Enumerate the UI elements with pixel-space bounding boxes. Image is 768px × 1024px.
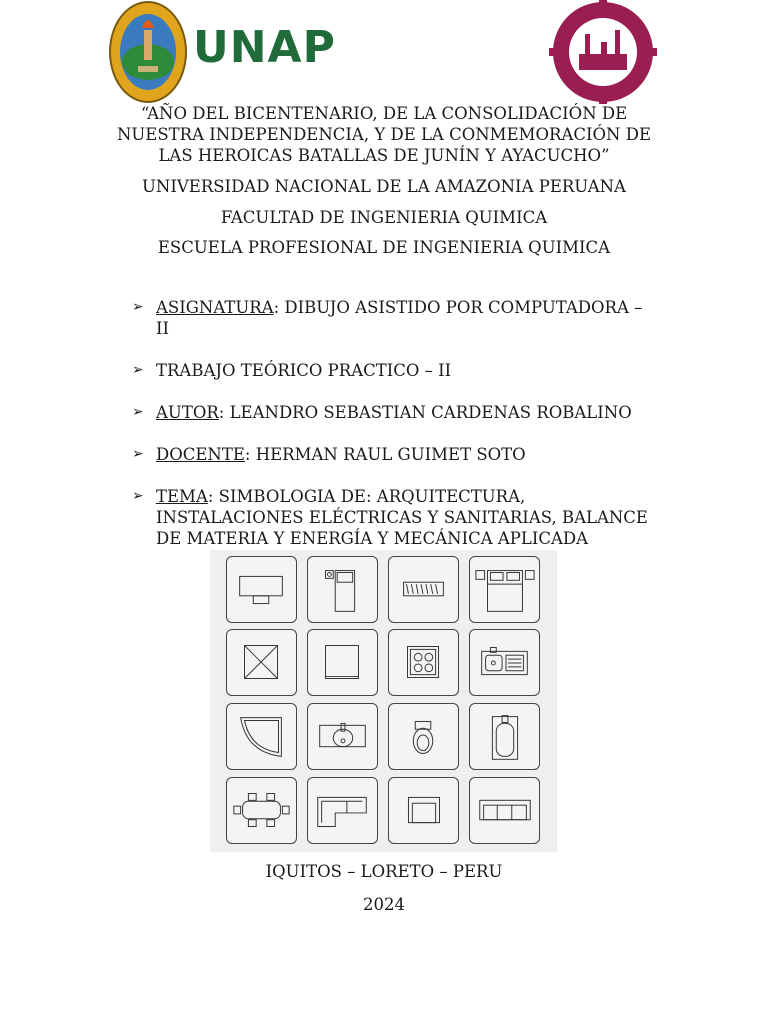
single-bed-icon bbox=[307, 556, 378, 623]
cover-details-list bbox=[132, 297, 652, 570]
asignatura-value: : DIBUJO ASISTIDO POR COMPUTADORA – II bbox=[156, 298, 643, 338]
arrow-bullet-icon: ➢ bbox=[132, 488, 144, 504]
double-bed-icon bbox=[469, 556, 540, 623]
school-name: ESCUELA PROFESIONAL DE INGENIERIA QUIMICA bbox=[157, 238, 611, 257]
asignatura-label: ASIGNATURA bbox=[156, 298, 274, 317]
list-item-autor bbox=[132, 402, 652, 423]
arrow-bullet-icon: ➢ bbox=[132, 446, 144, 462]
kitchen-sink-icon bbox=[469, 629, 540, 696]
architectural-symbols-image bbox=[210, 550, 557, 852]
dining-table-icon bbox=[226, 777, 297, 844]
arrow-bullet-icon: ➢ bbox=[132, 404, 144, 420]
autor-value: : LEANDRO SEBASTIAN CARDENAS ROBALINO bbox=[218, 403, 632, 422]
square-tile-icon bbox=[307, 629, 378, 696]
washbasin-icon bbox=[307, 703, 378, 770]
cooktop-icon bbox=[388, 629, 459, 696]
unap-seal-logo bbox=[108, 0, 188, 104]
sofa-icon bbox=[469, 777, 540, 844]
autor-label: AUTOR bbox=[156, 403, 219, 422]
docente-label: DOCENTE bbox=[156, 445, 245, 464]
corner-tub-icon bbox=[226, 703, 297, 770]
arrow-bullet-icon: ➢ bbox=[132, 362, 144, 378]
faculty-seal-logo bbox=[547, 0, 659, 104]
toilet-icon bbox=[388, 703, 459, 770]
tema-value: : SIMBOLOGIA DE: ARQUITECTURA, INSTALACIONES ELÉCTRICAS Y SANITARIAS, BALANCE DE MATERIA Y ENERGÍA Y MECÁNICA APLICADA bbox=[156, 487, 648, 548]
university-name: UNIVERSIDAD NACIONAL DE LA AMAZONIA PERUANA bbox=[142, 177, 626, 196]
tema-label: TEMA bbox=[156, 487, 208, 506]
list-item-asignatura bbox=[132, 297, 652, 339]
faculty-name: FACULTAD DE INGENIERIA QUIMICA bbox=[220, 208, 548, 227]
trabajo-value: TRABAJO TEÓRICO PRACTICO – II bbox=[156, 361, 452, 380]
armchair-icon bbox=[388, 777, 459, 844]
unap-wordmark: UNAP bbox=[193, 22, 336, 73]
shower-tray-icon bbox=[226, 629, 297, 696]
bathtub-icon bbox=[469, 703, 540, 770]
year-motto: “AÑO DEL BICENTENARIO, DE LA CONSOLIDACIÓN DE NUESTRA INDEPENDENCIA, Y DE LA CONMEMORACIÓN DE LAS HEROICAS BATALLAS DE JUNÍN Y AYACUCHO” bbox=[116, 104, 652, 165]
arrow-bullet-icon: ➢ bbox=[132, 299, 144, 315]
list-item-trabajo bbox=[132, 360, 652, 381]
desk-icon bbox=[226, 556, 297, 623]
l-sofa-icon bbox=[307, 777, 378, 844]
shelf-icon bbox=[388, 556, 459, 623]
list-item-docente bbox=[132, 444, 652, 465]
docente-value: : HERMAN RAUL GUIMET SOTO bbox=[244, 445, 526, 464]
location-line: IQUITOS – LORETO – PERU bbox=[265, 862, 503, 881]
year-line: 2024 bbox=[363, 895, 405, 914]
list-item-tema bbox=[132, 486, 652, 549]
